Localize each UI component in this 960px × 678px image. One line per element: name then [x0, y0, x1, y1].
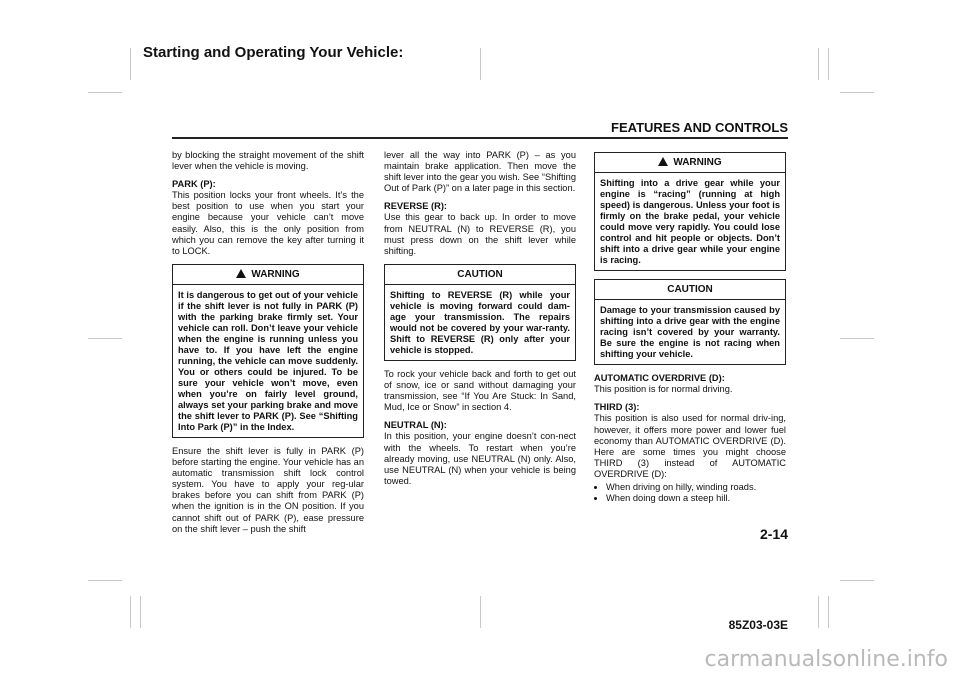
list-item: • When doing down a steep hill. [606, 493, 786, 504]
crop-mark [818, 596, 819, 628]
crop-mark [828, 48, 829, 80]
caution-title: CAUTION [595, 280, 785, 300]
park-section [172, 179, 364, 257]
neutral-text: In this position, your engine doesn’t con-nect with the wheels. To restart when you’re already moving, use NEUTRAL (N) only. Also, use NEUTRAL (N) when your vehicle is being towed. [384, 431, 576, 486]
crop-mark [840, 92, 874, 93]
reverse-section [384, 201, 576, 256]
overdrive-section [594, 373, 786, 395]
warning-triangle-icon [236, 269, 246, 278]
caution-title: CAUTION [385, 265, 575, 285]
list-item: • When driving on hilly, winding roads. [606, 482, 786, 493]
continued-paragraph: lever all the way into PARK (P) – as you maintain brake application. Then move the shift lever into the gear you wish. See “Shifting Out of Park (P)” on a later page in this section. [384, 150, 576, 194]
section-title: Starting and Operating Your Vehicle: [143, 44, 404, 61]
park-heading: PARK (P): [172, 179, 216, 190]
warning-title: WARNING [251, 268, 300, 280]
crop-mark [88, 92, 122, 93]
ensure-paragraph: Ensure the shift lever is fully in PARK (P) before starting the engine. Your vehicle has an automatic transmission shift lock control system. You have to apply your reg-ular brakes before you can shift from PARK (P) when the ignition is in the ON position. If you cannot shift out of PARK (P), ease pressure on the shift lever – push the shift [172, 445, 364, 534]
caution-text: Shifting to REVERSE (R) while your vehicle is moving forward could dam-age your transmission. The repairs would not be covered by your war-ranty. Shift to REVERSE (R) only after your vehicle is stopped. [390, 289, 570, 355]
reverse-heading: REVERSE (R): [384, 201, 448, 212]
intro-paragraph: by blocking the straight movement of the shift lever when the vehicle is moving. [172, 150, 364, 172]
third-heading: THIRD (3): [594, 402, 640, 413]
warning-triangle-icon [658, 157, 668, 166]
column-1 [172, 150, 364, 542]
warning-header [173, 265, 363, 285]
document-code: 85Z03-03E [728, 618, 788, 632]
page-number: 2-14 [759, 526, 788, 542]
crop-mark [480, 48, 481, 80]
rock-paragraph: To rock your vehicle back and forth to get out of snow, ice or sand without damaging your transmission, see “If You Are Stuck: In Sand, Mud, Ice or Snow” in section 4. [384, 368, 576, 413]
crop-mark [130, 596, 131, 628]
warning-title: WARNING [673, 157, 722, 168]
crop-mark [140, 596, 141, 628]
third-text: This position is also used for normal driv-ing, however, it offers more power and lower fuel economy than AUTOMATIC OVERDRIVE (D). Here are some times you might choose THIRD (3) instead of AUTOMATIC OVERDRIVE (D): [594, 413, 786, 479]
crop-mark [480, 596, 481, 628]
crop-mark [88, 580, 122, 581]
header-rule [172, 137, 788, 139]
warning-header [595, 153, 785, 173]
park-text: This position locks your front wheels. It’s the best position to use when you start your engine because your vehicle can’t move easily. Also, this is the only position from which you can remove the key after turning it to LOCK. [172, 190, 364, 256]
crop-mark [130, 48, 131, 80]
crop-mark [840, 580, 874, 581]
third-bullet-list [594, 482, 786, 504]
warning-text: Shifting into a drive gear while your engine is “racing” (running at high speed) is dangerous. Unless your foot is firmly on the brake pedal, your vehicle could move very rapidly. You could lose control and hit people or objects. Don’t shift into a drive gear while your engine is racing. [600, 178, 780, 266]
crop-mark [840, 338, 874, 339]
chapter-title: FEATURES AND CONTROLS [611, 120, 788, 135]
crop-mark [818, 48, 819, 80]
column-3 [594, 150, 786, 504]
third-section [594, 402, 786, 480]
overdrive-heading: AUTOMATIC OVERDRIVE (D): [594, 373, 725, 384]
park-warning-box [172, 264, 364, 438]
racing-warning-box [594, 152, 786, 271]
caution-text: Damage to your transmission caused by shifting into a drive gear with the engine racing isn’t covered by your warranty. Be sure the engine is not racing when shifting your vehicle. [600, 305, 780, 360]
crop-mark [88, 338, 122, 339]
neutral-section [384, 420, 576, 487]
crop-mark [828, 596, 829, 628]
warning-text: It is dangerous to get out of your vehicle if the shift lever is not fully in PARK (P) with the parking brake firmly set. Your vehicle can roll. Don’t leave your vehicle when the engine is running unless you have to. If you have left the engine running, the vehicle can move suddenly. You or others could be injured. To be sure your vehicle won’t move, even when you’re on fairly level ground, always set your parking brake and move the shift lever to PARK (P). See “Shifting Into Park (P)” in the Index. [178, 289, 358, 432]
transmission-caution-box [594, 279, 786, 365]
watermark: carmanualsonline.info [704, 647, 948, 672]
column-2 [384, 150, 576, 494]
reverse-caution-box [384, 264, 576, 361]
reverse-text: Use this gear to back up. In order to move from NEUTRAL (N) to REVERSE (R), you must press down on the shift lever while shifting. [384, 212, 576, 256]
overdrive-text: This position is for normal driving. [594, 384, 733, 395]
neutral-heading: NEUTRAL (N): [384, 420, 447, 431]
